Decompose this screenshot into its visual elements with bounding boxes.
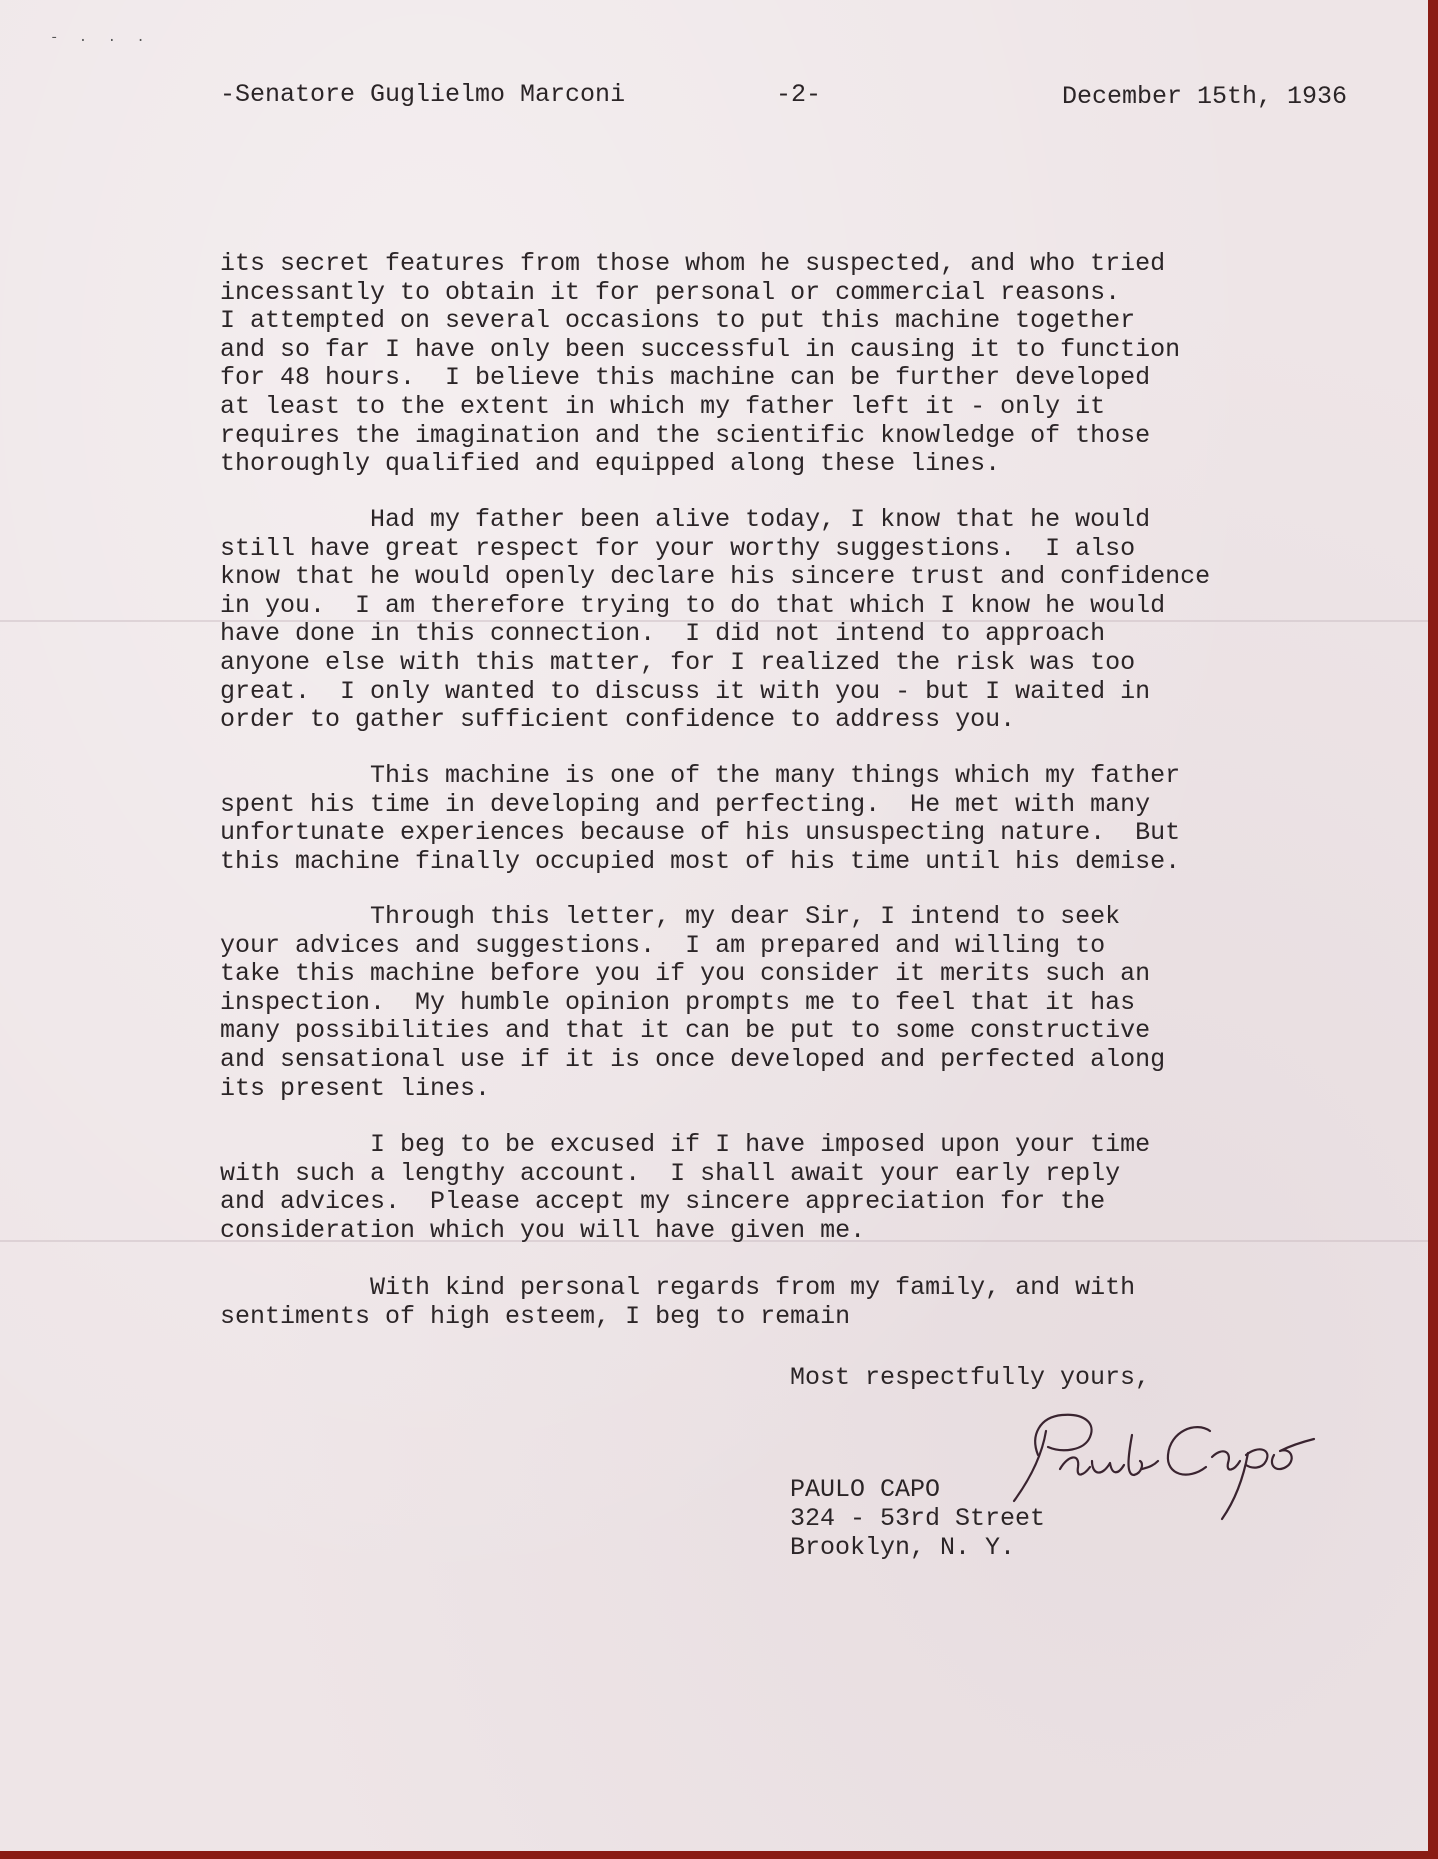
signatory-name: PAULO CAPO xyxy=(790,1475,941,1504)
text-line: its secret features from those whom he suspected, and who tried xyxy=(220,249,1166,278)
paragraph-3 xyxy=(220,762,1180,876)
text-line: at least to the extent in which my father left it - only it xyxy=(220,391,1106,421)
text-line: requires the imagination and the scientific knowledge of those xyxy=(220,420,1151,450)
text-line: consideration which you will have given me. xyxy=(220,1215,866,1245)
text-line: with such a lengthy account. I shall await your early reply xyxy=(220,1158,1121,1188)
text-line: spent his time in developing and perfecting. He met with many xyxy=(220,789,1151,819)
text-line: many possibilities and that it can be put to some constructive xyxy=(220,1016,1151,1046)
header-recipient: -Senatore Guglielmo Marconi xyxy=(220,80,626,109)
text-line: and so far I have only been successful in causing it to function xyxy=(220,334,1181,364)
corner-mark: - . . . xyxy=(50,30,151,46)
text-line: take this machine before you if you consider it merits such an xyxy=(220,959,1151,989)
closing-salutation: Most respectfully yours, xyxy=(790,1363,1151,1392)
text-line: anyone else with this matter, for I realized the risk was too xyxy=(220,647,1136,677)
text-line: order to gather sufficient confidence to address you. xyxy=(220,705,1016,735)
text-line: still have great respect for your worthy suggestions. I also xyxy=(220,533,1136,563)
paragraph-5 xyxy=(220,1131,1150,1245)
text-line: Through this letter, my dear Sir, I intend to seek xyxy=(220,902,1121,931)
text-line: With kind personal regards from my family, and with xyxy=(220,1273,1136,1302)
paragraph-2 xyxy=(220,506,1210,735)
paragraph-4 xyxy=(220,903,1165,1103)
text-line: know that he would openly declare his sincere trust and confidence xyxy=(220,562,1211,592)
paragraph-1 xyxy=(220,250,1180,479)
signatory-city: Brooklyn, N. Y. xyxy=(790,1533,1016,1562)
text-line: and advices. Please accept my sincere appreciation for the xyxy=(220,1187,1106,1217)
text-line: this machine finally occupied most of his time until his demise. xyxy=(220,846,1181,876)
text-line: in you. I am therefore trying to do that which I know he would xyxy=(220,590,1166,620)
text-line: and sensational use if it is once developed and perfected along xyxy=(220,1044,1166,1074)
text-line: sentiments of high esteem, I beg to remain xyxy=(220,1301,851,1331)
text-line: have done in this connection. I did not intend to approach xyxy=(220,619,1106,649)
text-line: inspection. My humble opinion prompts me to feel that it has xyxy=(220,987,1136,1017)
text-line: I attempted on several occasions to put this machine together xyxy=(220,306,1136,336)
text-line: I beg to be excused if I have imposed upon your time xyxy=(220,1130,1151,1159)
text-line: for 48 hours. I believe this machine can be further developed xyxy=(220,363,1151,393)
text-line: your advices and suggestions. I am prepared and willing to xyxy=(220,930,1106,960)
text-line: This machine is one of the many things which my father xyxy=(220,761,1181,790)
paragraph-6 xyxy=(220,1274,1135,1331)
text-line: its present lines. xyxy=(220,1073,491,1103)
text-line: unfortunate experiences because of his unsuspecting nature. But xyxy=(220,818,1181,848)
text-line: Had my father been alive today, I know that he would xyxy=(220,505,1151,534)
signatory-street: 324 - 53rd Street xyxy=(790,1504,1046,1533)
text-line: great. I only wanted to discuss it with you - but I waited in xyxy=(220,676,1151,706)
header-page-number: -2- xyxy=(776,80,822,109)
header-date: December 15th, 1936 xyxy=(1062,82,1348,111)
text-line: incessantly to obtain it for personal or commercial reasons. xyxy=(220,277,1121,307)
handwritten-signature xyxy=(1000,1395,1320,1535)
text-line: thoroughly qualified and equipped along these lines. xyxy=(220,449,1001,479)
